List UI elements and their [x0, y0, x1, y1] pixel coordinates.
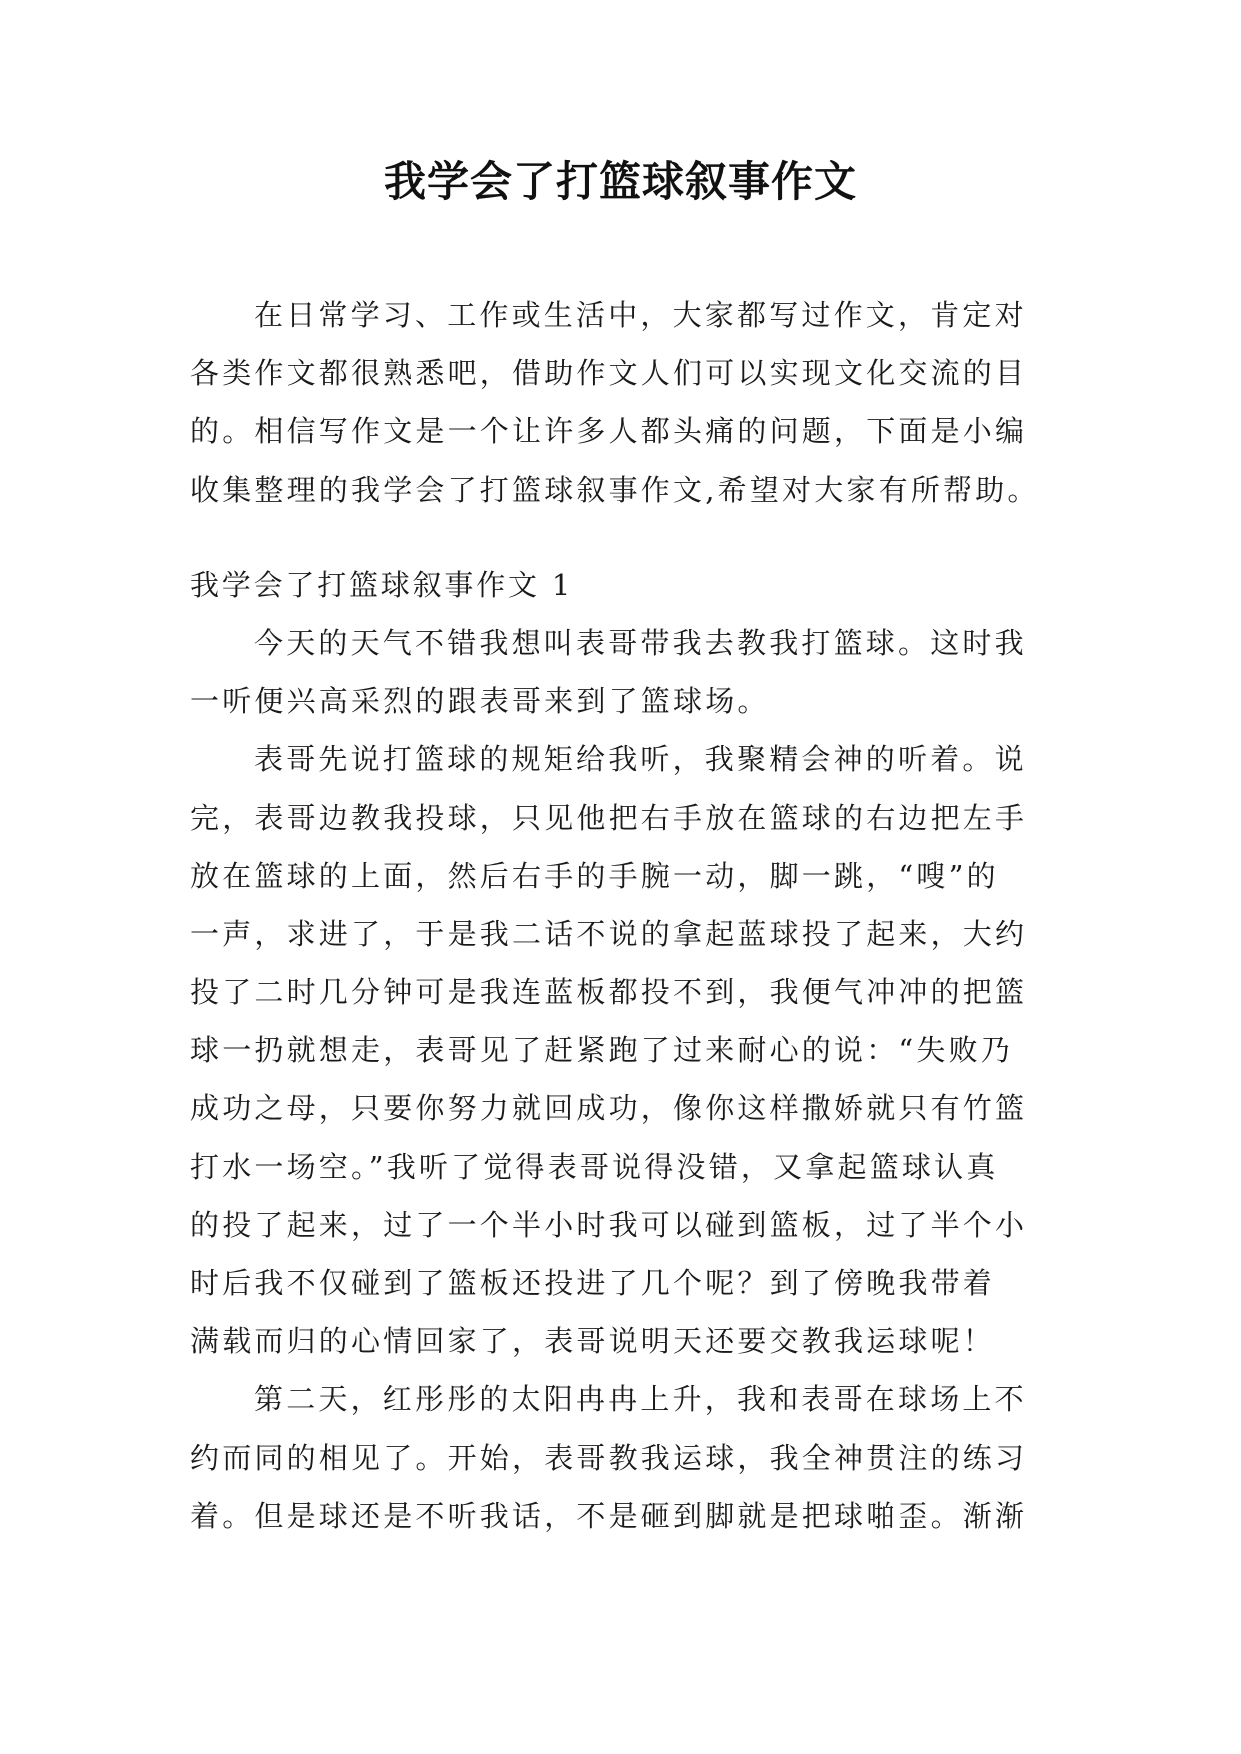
paragraph-line: 一声，求进了，于是我二话不说的拿起蓝球投了起来，大约 — [190, 916, 1028, 951]
paragraph-line: 今天的天气不错我想叫表哥带我去教我打篮球。这时我 — [254, 625, 1027, 660]
document-body — [190, 286, 1050, 1545]
paragraph-line: 成功之母，只要你努力就回成功，像你这样撒娇就只有竹篮 — [190, 1091, 1028, 1126]
paragraph-line: 球一扔就想走，表哥见了赶紧跑了过来耐心的说：“失败乃 — [190, 1033, 1014, 1068]
paragraph-line: 打水一场空。”我听了觉得表哥说得没错，又拿起篮球认真 — [190, 1149, 999, 1184]
paragraph-line: 放在篮球的上面，然后右手的手腕一动，脚一跳，“嗖”的 — [190, 858, 999, 893]
paragraph-line: 满载而归的心情回家了，表哥说明天还要交教我运球呢！ — [190, 1324, 996, 1359]
section-heading: 我学会了打篮球叙事作文 1 — [190, 567, 574, 602]
paragraph-line: 着。但是球还是不听我话，不是砸到脚就是把球啪歪。渐渐 — [190, 1498, 1028, 1533]
paragraph-line: 投了二时几分钟可是我连蓝板都投不到，我便气冲冲的把篮 — [190, 975, 1028, 1010]
paragraph-line: 表哥先说打篮球的规矩给我听，我聚精会神的听着。说 — [254, 742, 1027, 777]
paragraph-line: 时后我不仅碰到了篮板还投进了几个呢？到了傍晚我带着 — [190, 1266, 996, 1300]
intro-line: 各类作文都很熟悉吧，借助作文人们可以实现文化交流的目 — [190, 356, 1028, 391]
paragraph-line: 一听便兴高采烈的跟表哥来到了篮球场。 — [190, 684, 770, 719]
paragraph-line: 完，表哥边教我投球，只见他把右手放在篮球的右边把左手 — [190, 800, 1028, 835]
intro-line: 在日常学习、工作或生活中，大家都写过作文，肯定对 — [254, 298, 1027, 332]
body-paragraph — [190, 614, 1050, 730]
intro-paragraph — [190, 286, 1050, 519]
intro-line: 的。相信写作文是一个让许多人都头痛的问题，下面是小编 — [190, 414, 1028, 449]
body-paragraph — [190, 730, 1050, 1370]
paragraph-line: 约而同的相见了。开始，表哥教我运球，我全神贯注的练习 — [190, 1440, 1028, 1475]
paragraph-line: 第二天，红彤彤的太阳冉冉上升，我和表哥在球场上不 — [254, 1382, 1027, 1417]
intro-line: 收集整理的我学会了打篮球叙事作文,希望对大家有所帮助。 — [190, 472, 1040, 507]
paragraph-line: 的投了起来，过了一个半小时我可以碰到篮板，过了半个小 — [190, 1207, 1028, 1242]
body-paragraph — [190, 1370, 1050, 1545]
document-title: 我学会了打篮球叙事作文 — [383, 157, 857, 206]
